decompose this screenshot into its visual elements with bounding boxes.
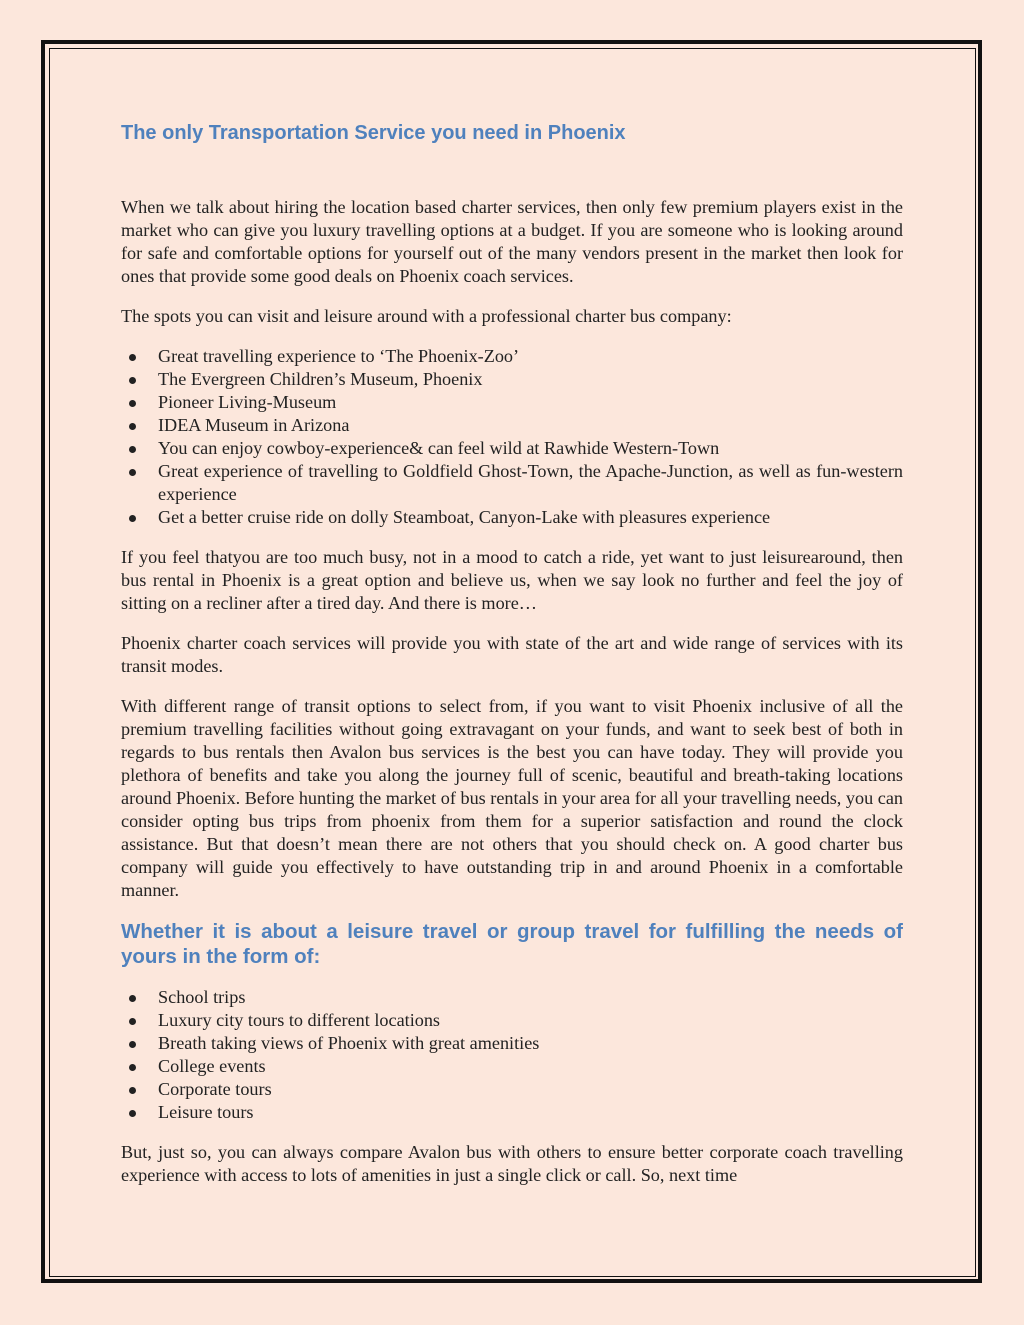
intro-paragraph: When we talk about hiring the location based charter services, then only few premium players exist in the market who can give you luxury travelling options at a budget. If you are someone who is looking around for safe and comfortable options for yourself out of the many vendors present in the market then look for ones that provide some good deals on Phoenix coach services. bbox=[121, 197, 903, 286]
list-item-text: Get a better cruise ride on dolly Steamboat, Canyon-Lake with pleasures experience bbox=[158, 507, 771, 527]
list-item-text: Pioneer Living-Museum bbox=[158, 392, 337, 412]
list-item bbox=[121, 1055, 903, 1078]
list-item bbox=[121, 414, 903, 437]
spots-list bbox=[121, 345, 903, 529]
bullet-icon bbox=[129, 1064, 136, 1071]
list-item-text: IDEA Museum in Arizona bbox=[158, 415, 350, 435]
list-item-text: College events bbox=[158, 1056, 266, 1076]
list-item-text: You can enjoy cowboy-experience& can feel wild at Rawhide Western-Town bbox=[158, 438, 720, 458]
transit-options-paragraph: With different range of transit options to select from, if you want to visit Phoenix inclusive of all the premium travelling facilities without going extravagant on your funds, and want to seek best of both in regards to bus rentals then Avalon bus services is the best you can have today. They will provide you plethora of benefits and take you along the journey full of scenic, beautiful and breath-taking locations around Phoenix. Before hunting the market of bus rentals in your area for all your travelling needs, you can consider opting bus trips from phoenix from them for a superior satisfaction and round the clock assistance. But that doesn’t mean there are not others that you should check on. A good charter bus company will guide you effectively to have outstanding trip in and around Phoenix in a comfortable manner. bbox=[121, 696, 903, 900]
list-item bbox=[121, 391, 903, 414]
spots-heading: The spots you can visit and leisure around with a professional charter bus company: bbox=[121, 306, 732, 326]
list-item bbox=[121, 1009, 903, 1032]
compare-paragraph: But, just so, you can always compare Avalon bus with others to ensure better corporate coach travelling experience with access to lots of amenities in just a single click or call. So, next time bbox=[121, 1142, 903, 1185]
bullet-icon bbox=[129, 515, 136, 522]
bullet-icon bbox=[129, 423, 136, 430]
bullet-icon bbox=[129, 469, 136, 476]
list-item-text: Breath taking views of Phoenix with great amenities bbox=[158, 1033, 540, 1053]
document-content bbox=[121, 118, 903, 1204]
travel-types-list bbox=[121, 986, 903, 1124]
list-item-text: Luxury city tours to different locations bbox=[158, 1010, 441, 1030]
list-item bbox=[121, 1101, 903, 1124]
list-item bbox=[121, 986, 903, 1009]
list-item bbox=[121, 1032, 903, 1055]
page-title: The only Transportation Service you need in Phoenix bbox=[121, 122, 626, 144]
list-item bbox=[121, 345, 903, 368]
bullet-icon bbox=[129, 400, 136, 407]
bullet-icon bbox=[129, 1018, 136, 1025]
list-item-text: School trips bbox=[158, 987, 246, 1007]
bullet-icon bbox=[129, 1087, 136, 1094]
list-item-text: Great travelling experience to ‘The Phoenix-Zoo’ bbox=[158, 346, 520, 366]
list-item-text: Great experience of travelling to Goldfield Ghost-Town, the Apache-Junction, as well as fun-western experience bbox=[158, 461, 903, 504]
bullet-icon bbox=[129, 1110, 136, 1117]
list-item-text: The Evergreen Children’s Museum, Phoenix bbox=[158, 369, 483, 389]
bullet-icon bbox=[129, 354, 136, 361]
bullet-icon bbox=[129, 377, 136, 384]
travel-subheading: Whether it is about a leisure travel or group travel for fulfilling the needs of yours in the form of: bbox=[121, 920, 903, 968]
list-item bbox=[121, 368, 903, 391]
list-item bbox=[121, 460, 903, 506]
busy-paragraph: If you feel thatyou are too much busy, not in a mood to catch a ride, yet want to just leisurearound, then bus rental in Phoenix is a great option and believe us, when we say look no further and feel the joy of sitting on a recliner after a tired day. And there is more… bbox=[121, 547, 903, 613]
bullet-icon bbox=[129, 1041, 136, 1048]
list-item bbox=[121, 506, 903, 529]
list-item bbox=[121, 437, 903, 460]
list-item-text: Corporate tours bbox=[158, 1079, 272, 1099]
list-item-text: Leisure tours bbox=[158, 1102, 254, 1122]
services-paragraph: Phoenix charter coach services will provide you with state of the art and wide range of services with its transit modes. bbox=[121, 633, 903, 676]
bullet-icon bbox=[129, 995, 136, 1002]
bullet-icon bbox=[129, 446, 136, 453]
list-item bbox=[121, 1078, 903, 1101]
